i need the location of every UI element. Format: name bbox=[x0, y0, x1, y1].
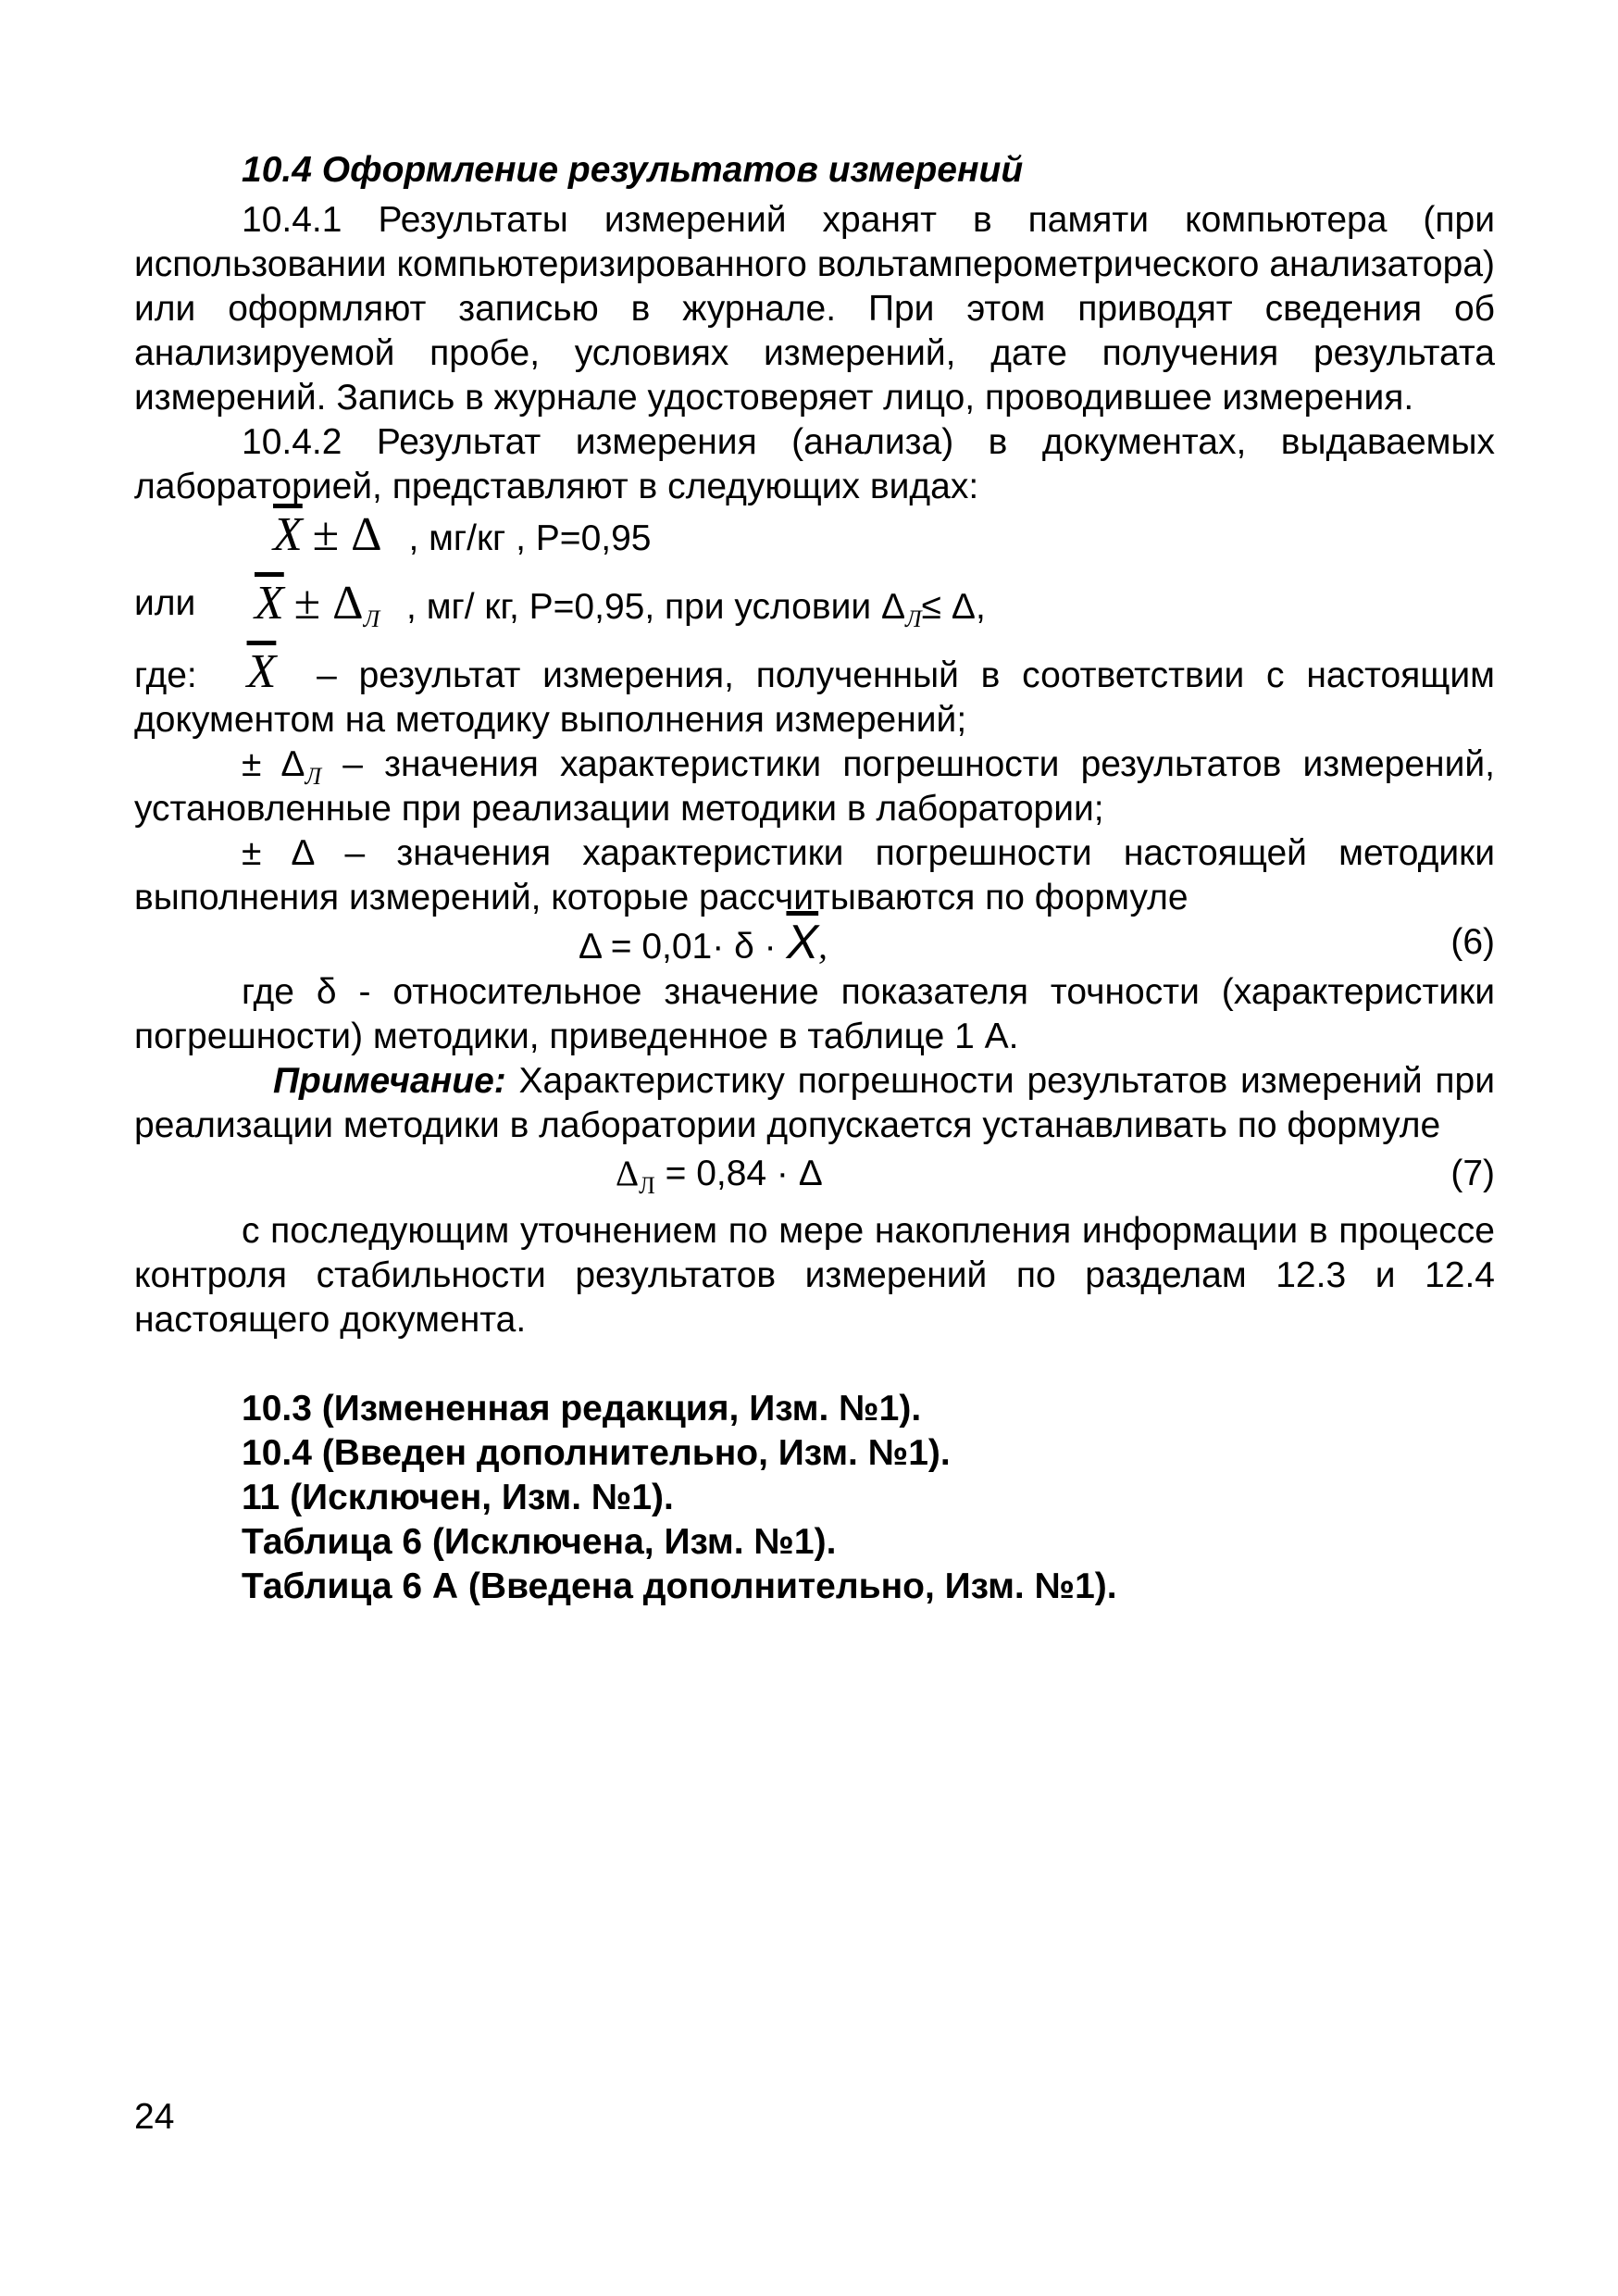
note-label: Примечание: bbox=[273, 1061, 506, 1101]
delta-definition: где δ - относительное значение показателя точности (характеристики погрешности) методики, приведенное в таблице 1 А. bbox=[134, 972, 1495, 1056]
x-bar-symbol: $\overline{X}$ bbox=[255, 577, 284, 630]
amendment-item: Таблица 6 А (Введена дополнительно, Изм. №1). bbox=[242, 1566, 1117, 1606]
where-x-text: – результат измерения, полученный в соответствии с настоящим документом на методику выполнения измерений; bbox=[134, 655, 1495, 740]
note-paragraph bbox=[134, 1059, 1495, 1148]
amendments-list bbox=[134, 1387, 1495, 1609]
page-number: 24 bbox=[134, 2097, 175, 2137]
paragraph-after: с последующим уточнением по мере накопления информации в процессе контроля стабильности результатов измерений по разделам 12.3 и 12.4 настоящего документа. bbox=[134, 1211, 1495, 1340]
where-delta-l bbox=[134, 742, 1495, 831]
section-heading: 10.4 Оформление результатов измерений bbox=[242, 150, 1024, 190]
eq7-rhs: = 0,84 · Δ bbox=[665, 1154, 823, 1193]
delta-subscript: Л bbox=[363, 605, 380, 632]
delta-l-lead: ± Δ bbox=[242, 744, 305, 784]
formula-1 bbox=[134, 508, 1495, 568]
x-bar-symbol: $\overline{X}$ bbox=[273, 508, 303, 561]
amendment-item: 10.3 (Измененная редакция, Изм. №1). bbox=[242, 1389, 922, 1429]
where-prefix: где: bbox=[134, 655, 197, 695]
eq6-lhs: Δ = 0,01· δ · bbox=[579, 927, 777, 967]
where-x-line bbox=[134, 645, 1495, 742]
eq6-tail: , bbox=[818, 927, 828, 967]
equation-7 bbox=[134, 1152, 1495, 1202]
where-delta: ± Δ – значения характеристики погрешности настоящей методики выполнения измерений, которые рассчитываются по формуле bbox=[134, 833, 1495, 917]
pm-delta: ± Δ bbox=[293, 577, 364, 630]
delta-l-text: – значения характеристики погрешности результатов измерений, установленные при реализации методики в лаборатории; bbox=[134, 744, 1495, 829]
x-bar-symbol: $\overline{X}$ bbox=[246, 645, 277, 698]
equation-number-7: (7) bbox=[1450, 1154, 1495, 1193]
note-text: Характеристику погрешности результатов измерений при реализации методики в лаборатории допускается устанавливать по формуле bbox=[134, 1061, 1495, 1145]
x-bar-symbol: $\overline{X}$ bbox=[786, 916, 819, 969]
equation-number-6: (6) bbox=[1450, 922, 1495, 962]
paragraph-10-4-1: 10.4.1 Результаты измерений хранят в памяти компьютера (при использовании компьютеризированного вольтамперометрического анализатора) или оформляют записью в журнале. При этом приводят сведения об анализируемой пробе, условиях измерений, дате получения результата измерений. Запись в журнале удостоверяет лицо, проводившее измерения. bbox=[134, 200, 1495, 418]
amendment-item: Таблица 6 (Исключена, Изм. №1). bbox=[242, 1522, 837, 1562]
amendment-item: 11 (Исключен, Изм. №1). bbox=[242, 1478, 674, 1517]
formula-2-prefix: или bbox=[134, 583, 196, 623]
cond-subscript: Л bbox=[905, 605, 922, 632]
pm-delta: ± Δ bbox=[312, 508, 382, 561]
equation-6 bbox=[134, 916, 1495, 970]
document-page bbox=[134, 148, 1495, 1609]
amendment-item: 10.4 (Введен дополнительно, Изм. №1). bbox=[242, 1433, 951, 1473]
formula-2 bbox=[134, 577, 1495, 637]
formula-1-units: , мг/кг , Р=0,95 bbox=[408, 518, 652, 558]
eq7-lhs: Δ bbox=[616, 1154, 640, 1193]
formula-2-cond-tail: ≤ Δ, bbox=[921, 587, 986, 627]
delta-l-subscript: Л bbox=[305, 762, 322, 790]
formula-2-text: , мг/ кг, Р=0,95, при условии Δ bbox=[406, 587, 906, 627]
paragraph-10-4-2: 10.4.2 Результат измерения (анализа) в документах, выдаваемых лабораторией, представляют в следующих видах: bbox=[134, 422, 1495, 506]
eq7-subscript: Л bbox=[639, 1171, 655, 1199]
